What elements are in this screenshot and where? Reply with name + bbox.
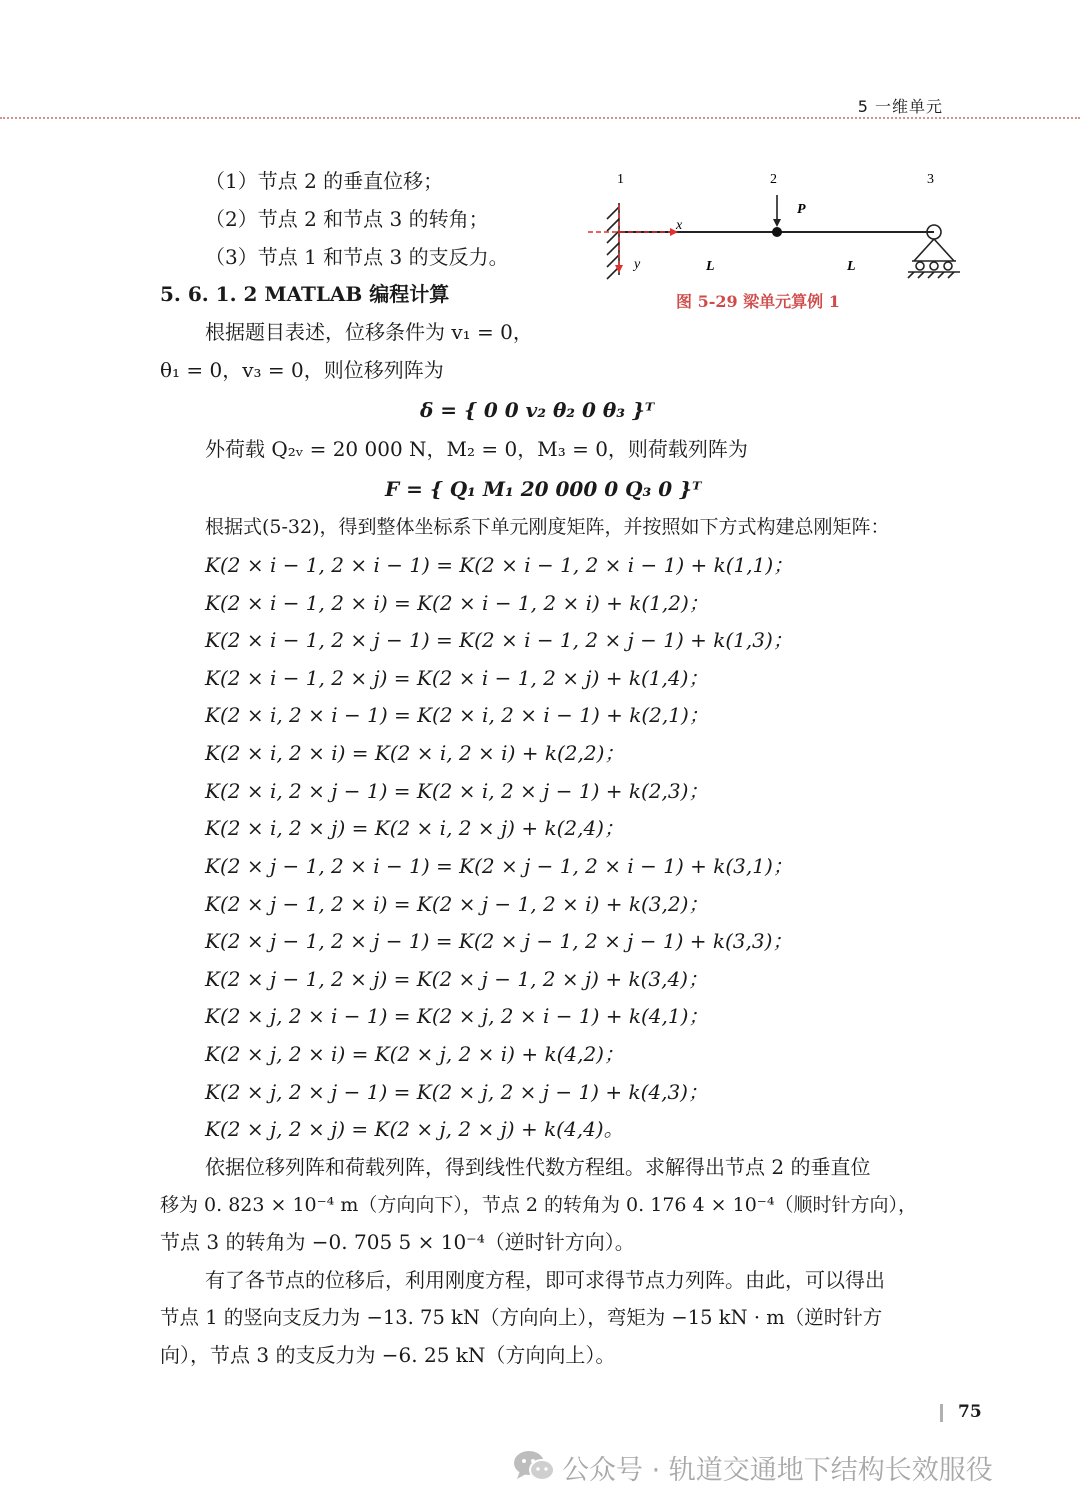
assembly-equation: K(2 × j, 2 × j) = K(2 × j, 2 × j) + k(4,4)。 (205, 1117, 624, 1141)
x-axis-label: x (676, 218, 683, 233)
assembly-equation: K(2 × i, 2 × i − 1) = K(2 × i, 2 × i − 1) + k(2,1)； (205, 703, 709, 727)
node-label-3: 3 (927, 172, 934, 187)
text-line: （2）节点 2 和节点 3 的转角； (205, 207, 489, 231)
figure-caption: 图 5-29 梁单元算例 1 (676, 292, 840, 311)
wechat-icon (512, 1449, 556, 1483)
watermark-text: 公众号 · 轨道交通地下结构长效服役 (562, 1455, 993, 1486)
assembly-equation: K(2 × j − 1, 2 × j) = K(2 × j − 1, 2 × j) + k(3,4)； (205, 967, 708, 991)
text-line: （1）节点 2 的垂直位移； (205, 169, 444, 193)
assembly-equation: K(2 × j, 2 × i − 1) = K(2 × j, 2 × i − 1) + k(4,1)； (205, 1004, 709, 1028)
assembly-equation: K(2 × i − 1, 2 × j − 1) = K(2 × i − 1, 2 × j − 1) + k(1,3)； (205, 628, 793, 652)
displacement-vector-equation: δ = { 0 0 v₂ θ₂ 0 θ₃ }ᵀ (420, 398, 655, 422)
y-axis-label: y (634, 257, 641, 272)
section-heading: 5. 6. 1. 2 MATLAB 编程计算 (160, 282, 450, 306)
text-line: 依据位移列阵和荷载列阵，得到线性代数方程组。求解得出节点 2 的垂直位 (205, 1155, 871, 1179)
load-vector-equation: F = { Q₁ M₁ 20 000 0 Q₃ 0 }ᵀ (385, 477, 702, 501)
text-line: 节点 1 的竖向支反力为 −13. 75 kN（方向向上），弯矩为 −15 kN · m（逆时针方 (160, 1306, 883, 1329)
text-line: θ₁ = 0，v₃ = 0，则位移列阵为 (160, 358, 444, 382)
assembly-equation: K(2 × j − 1, 2 × i) = K(2 × j − 1, 2 × i) + k(3,2)； (205, 892, 709, 916)
assembly-equation: K(2 × j, 2 × i) = K(2 × j, 2 × i) + k(4,2)； (205, 1042, 624, 1066)
assembly-equation: K(2 × j − 1, 2 × j − 1) = K(2 × j − 1, 2 × j − 1) + k(3,3)； (205, 929, 793, 953)
load-label: P (797, 202, 806, 217)
text-line: 根据式(5-32)，得到整体坐标系下单元刚度矩阵，并按照如下方式构建总刚矩阵： (205, 516, 890, 538)
assembly-equation: K(2 × i, 2 × j − 1) = K(2 × i, 2 × j − 1) + k(2,3)； (205, 779, 709, 803)
span-label-1: L (706, 259, 715, 274)
node-2-dot (772, 227, 782, 237)
text-line: 根据题目表述，位移条件为 v₁ = 0， (205, 320, 533, 344)
text-line: 有了各节点的位移后，利用刚度方程，即可求得节点力列阵。由此，可以得出 (205, 1268, 885, 1292)
text-line: 节点 3 的转角为 −0. 705 5 × 10⁻⁴（逆时针方向）。 (160, 1230, 635, 1254)
page-number-bar (940, 1404, 943, 1422)
assembly-equation: K(2 × i − 1, 2 × j) = K(2 × i − 1, 2 × j) + k(1,4)； (205, 666, 709, 690)
load-arrow-icon (773, 195, 781, 227)
text-line: 外荷载 Q₂ᵥ = 20 000 N，M₂ = 0，M₃ = 0，则荷载列阵为 (205, 437, 748, 461)
assembly-equation: K(2 × j − 1, 2 × i − 1) = K(2 × j − 1, 2 × i − 1) + k(3,1)； (205, 854, 793, 878)
text-line: 移为 0. 823 × 10⁻⁴ m（方向向下），节点 2 的转角为 0. 176 4 × 10⁻⁴（顺时针方向）， (160, 1194, 917, 1216)
chapter-header: 5 一维单元 (857, 97, 943, 116)
assembly-equation: K(2 × i − 1, 2 × i) = K(2 × i − 1, 2 × i) + k(1,2)； (205, 591, 709, 615)
assembly-equation: K(2 × i, 2 × i) = K(2 × i, 2 × i) + k(2,2)； (205, 741, 625, 765)
page-number: 75 (958, 1402, 982, 1422)
assembly-equation: K(2 × i, 2 × j) = K(2 × i, 2 × j) + k(2,4)； (205, 816, 624, 840)
node-label-2: 2 (770, 172, 777, 187)
text-line: （3）节点 1 和节点 3 的支反力。 (205, 245, 509, 269)
header-divider (0, 117, 1080, 119)
assembly-equation: K(2 × i − 1, 2 × i − 1) = K(2 × i − 1, 2 × i − 1) + k(1,1)； (205, 553, 794, 577)
node-label-1: 1 (617, 172, 624, 187)
span-label-2: L (847, 259, 856, 274)
assembly-equation: K(2 × j, 2 × j − 1) = K(2 × j, 2 × j − 1) + k(4,3)； (205, 1080, 708, 1104)
text-line: 向），节点 3 的支反力为 −6. 25 kN（方向向上）。 (160, 1343, 616, 1367)
y-axis-arrow (615, 205, 623, 273)
